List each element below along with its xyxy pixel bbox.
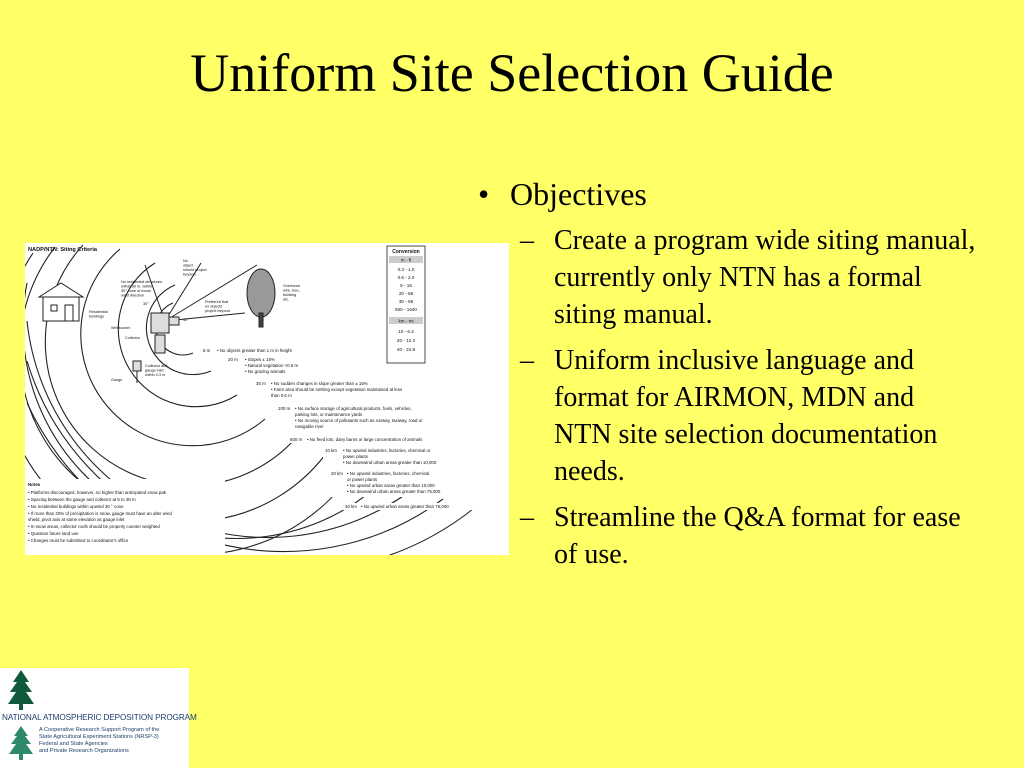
sub-bullet-item <box>520 499 976 573</box>
criteria-text: parking lots, or maintenance yards <box>295 412 363 417</box>
callout-text: should project <box>183 268 207 272</box>
distance-label: 5 m <box>203 348 211 353</box>
distance-label: 20 m <box>228 357 238 362</box>
criteria-text: • No downwind urban areas greater than 75,000 <box>347 489 441 494</box>
criteria-text: navigable river <box>295 424 324 429</box>
criteria-text: or power plants <box>347 477 378 482</box>
criteria-text: • No feed lots, dairy barns or large concentration of animals <box>307 437 423 442</box>
criteria-text: • No grazing animals <box>245 369 286 374</box>
callout-text: buildings <box>89 314 104 319</box>
criteria-text: • No moving source of pollutants such as runway, taxiway, road or <box>295 418 423 423</box>
conversion-head-m-ft: m - ft <box>400 257 412 263</box>
callout-text: Gauge <box>111 378 123 382</box>
notes-title: Notes <box>28 482 41 487</box>
distance-label: 30 m <box>256 381 266 386</box>
slide-title: Uniform Site Selection Guide <box>190 43 834 103</box>
callout-text: Overhead <box>283 284 300 288</box>
sub-bullet-item <box>520 222 976 333</box>
logo-desc-line: A Cooperative Research Support Program of the <box>39 727 160 733</box>
criteria-text: power plants <box>343 454 368 459</box>
callout-text: wind direction <box>121 293 145 298</box>
note-text: shield, pivot axis at same elevation as gauge inlet <box>28 517 125 522</box>
conversion-table <box>387 246 425 363</box>
conversion-row: 0.6 - 2.0 <box>397 275 415 280</box>
sub-bullet-text: Create a program wide siting manual, currently only NTN has a formal siting manual. <box>554 225 976 330</box>
callout-text: 30° <box>143 302 149 306</box>
nadp-logo <box>0 668 197 768</box>
dash-symbol: – <box>520 225 534 256</box>
note-text: • In snow areas, collector roofs should be properly counter weighted <box>28 524 160 529</box>
figure-header: NADP/NTN: Siting Criteria <box>28 247 97 253</box>
logo-name: NATIONAL ATMOSPHERIC DEPOSITION PROGRAM <box>2 713 197 722</box>
criteria-text: • No upwind urban areas greater than 10,000 <box>347 483 435 488</box>
tree <box>247 269 275 327</box>
criteria-text: • No downwind urban areas greater than 10,000 <box>343 460 437 465</box>
note-text: • No residential buildings within upwind 30 ° cone <box>28 504 124 509</box>
callout-text: Wet bucket <box>111 326 130 330</box>
criteria-text: • No upwind industries, factories, chemical <box>347 471 430 476</box>
bullet-symbol: • <box>478 176 490 212</box>
logo-description <box>39 727 187 755</box>
callout-text: Collector and <box>145 364 168 368</box>
criteria-text: • No objects greater than 1 m in height <box>217 348 292 353</box>
callout-text: Residential <box>89 310 108 314</box>
callout-text: gauge inlet <box>145 368 164 373</box>
callout-text: 30° cone of mean <box>121 289 151 293</box>
sub-bullet-item <box>520 342 976 490</box>
note-text: • Question future land use <box>28 531 79 536</box>
note-text: • Spacing between the gauge and collector at 5 to 30 m <box>28 497 136 502</box>
conversion-row: 30 - 98 <box>398 299 414 304</box>
conversion-head-km-mi: km - mi <box>398 318 414 324</box>
dash-symbol: – <box>520 345 534 376</box>
residential-building <box>39 283 83 321</box>
bullet-objectives <box>478 172 978 216</box>
logo-desc-line: State Agricultural Experiment Stations (NRSP-3) <box>39 734 159 740</box>
note-text: • Changes must be submitted to coordinator's office <box>28 538 129 543</box>
conversion-row: 20 - 66 <box>398 291 414 296</box>
sub-bullet-text: Streamline the Q&A format for ease of use. <box>554 502 961 570</box>
criteria-text: • No sudden changes in slope greater than ± 15% <box>271 381 368 386</box>
distance-label: 100 m <box>278 406 291 411</box>
callout-text: building <box>283 293 297 297</box>
criteria-text: • Farm area should be nothing except vegetation maintained at less <box>271 387 403 392</box>
logo-desc-line: Federal and State Agencies <box>39 741 108 747</box>
figure-notes <box>25 479 225 555</box>
distance-label: 20 km <box>331 471 343 476</box>
conversion-row: 500 - 1640 <box>395 307 417 312</box>
conversion-row: 40 - 24.8 <box>396 347 416 352</box>
callout-text: 45° <box>183 318 189 322</box>
callout-text: Preferred that <box>205 300 229 304</box>
callout-text: no objects <box>205 304 223 309</box>
conversion-row: 20 - 12.4 <box>396 338 416 343</box>
callout-text: No residential structures <box>121 280 162 284</box>
bullet-list <box>478 172 978 582</box>
distance-label: 500 m <box>290 437 303 442</box>
criteria-text: • No surface storage of agricultural products, fuels, vehicles, <box>295 406 412 411</box>
bullet-label: Objectives <box>510 176 647 212</box>
conversion-title: Conversion <box>392 249 420 255</box>
callout-text: within 30 m, within <box>121 284 153 289</box>
callout-text: Collector <box>125 336 140 340</box>
conversion-row: 5 - 16 <box>400 283 412 288</box>
sub-bullet-text: Uniform inclusive language and format for AIRMON, MDN and NTN site selection documentation needs. <box>554 345 938 487</box>
conversion-row: 0.3 - 1.0 <box>397 267 415 272</box>
siting-criteria-figure <box>25 243 509 555</box>
sub-bullet-list <box>520 222 978 573</box>
distance-criteria <box>201 347 507 510</box>
logo-desc-line: and Private Research Organizations <box>39 748 129 754</box>
dash-symbol: – <box>520 502 534 533</box>
callout-text: object <box>183 263 194 268</box>
distance-label: 10 km <box>325 448 337 453</box>
distance-label: 40 km <box>345 504 357 509</box>
criteria-text: • Natural vegetation <0.6 m <box>245 363 299 368</box>
criteria-text: • Slopes ± 15% <box>245 357 275 362</box>
note-text: • Platforms discouraged, however, no higher than anticipated snow pak <box>28 490 166 495</box>
callout-text: beyond <box>183 272 196 277</box>
callout-text: project beyond <box>205 309 230 313</box>
callout-text: within 0.3 m <box>145 373 166 377</box>
conversion-row: 10 - 6.2 <box>398 329 414 334</box>
criteria-text: • No upwind industries, factories, chemical or <box>343 448 431 453</box>
callout-text: etc. <box>283 297 290 302</box>
criteria-text: • No upwind urban areas greater than 75,000 <box>361 504 449 509</box>
callout-text: No <box>183 259 188 263</box>
callout-text: wire, tree, <box>283 288 300 293</box>
criteria-text: than 0.6 m <box>271 393 292 398</box>
note-text: • If more than 20% of precipitation is snow, gauge must have an alter wind <box>28 511 172 516</box>
